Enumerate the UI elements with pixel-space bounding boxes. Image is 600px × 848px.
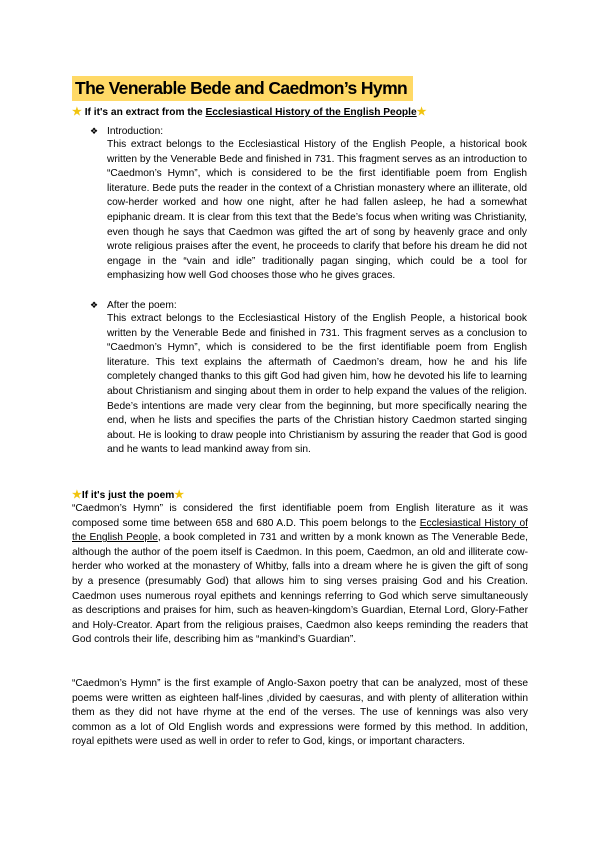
poem-paragraph-1 [72,502,528,648]
star-icon: ★ [174,489,185,501]
para-link-ecclesiastical-history[interactable]: Ecclesiastical History of the English People [72,517,529,544]
para-text: “Caedmon’s Hymn” is considered the first identifiable poem from English literature as it was composed some time between 658 and 680 A.D. This poem belongs to the [72,503,528,529]
bullet-label: Introduction: [107,126,164,137]
star-icon: ★ [416,106,427,118]
diamond-bullet-icon: ❖ [90,300,99,310]
diamond-bullet-icon: ❖ [90,126,99,136]
introduction-paragraph: This extract belongs to the Ecclesiastical History of the English People, a historical book written by the Venerable Bede and finished in 731. This fragment serves as an introduction to “Caedmon’s Hymn”, which is considered to be the first identifiable poem from English literature. Bede puts the reader in the context of a Christian monastery where an illiterate, old cow-herder worked and how one night, after he had fallen asleep, he had a somewhat epiphanic dream. It is clear from this text that the Bede’s focus when writing was Christianity, even though he says that Caedmon was gifted the art of song by heavenly grace and only wrote religious praises after the event, he proceeds to clarify that before his dream he did not engage in the “vain and idle” traditionally pagan singing, which could be a tool for emphasizing how well God chooses those who he gives graces. [107,139,527,282]
heading-link-ecclesiastical-history[interactable]: Ecclesiastical History of the English People [205,107,417,118]
para-text: , a book completed in 731 and written by a monk known as The Venerable Bede, although the author of the poem itself is Caedmon. In this poem, Caedmon, an old and illiterate cow-herder who worked at the monastery of Whitby, falls into a dream where he is given the gift of song by a presence (presumably God) that allows him to sing verses praising God and his Creation. Caedmon uses numerous royal epithets and kennings referring to God which serve simultaneously as descriptions and praises for him, such as heaven-kingdom’s Guardian, Eternal Lord, Glory-Father and Holy-Creator. Apart from the religious praises, Caedmon also keeps reminding the readers that God controls their life, describing him as “mankind’s Guardian”. [72,532,528,646]
star-icon: ★ [72,106,82,118]
document-title: The Venerable Bede and Caedmon’s Hymn [72,76,413,101]
poem-paragraph-2: “Caedmon’s Hymn” is the first example of Anglo-Saxon poetry that can be analyzed, most of these poems were written as eighteen half-lines ,divided by caesuras, and with plenty of alliteration within them as they did not have rhyme at the end of the verses. The use of kennings was also very common as a lot of Old English words and expressions were formed by this method. In addition, royal epithets were used as well in order to refer to God, kings, or important characters. [72,678,528,748]
bullet-label: After the poem: [107,300,177,311]
star-icon: ★ [72,489,82,501]
heading-prefix: If it's an extract from the [84,107,206,118]
heading-text: If it's just the poem [81,490,175,501]
after-poem-paragraph: This extract belongs to the Ecclesiastical History of the English People, a historical book written by the Venerable Bede and finished in 731. This fragment serves as a conclusion to “Caedmon’s Hymn”, which is considered to be the first identifiable poem from English literature. This text explains the aftermath of Caedmon’s dream, how he and his life completely changed thanks to this gift God had given him, how he devoted his life to learning about Christianism and singing about them in order to help expand the values of the religion. Bede’s intentions are made very clear from the beginning, but more specifically nearing the end, when he lists and specifies the parts of the Christian history Caedmon started singing about. He is looking to draw people into Christianism by assuring the reader that God is good and he wants to lead mankind away from sin. [107,313,527,456]
section-heading-extract [72,105,427,121]
